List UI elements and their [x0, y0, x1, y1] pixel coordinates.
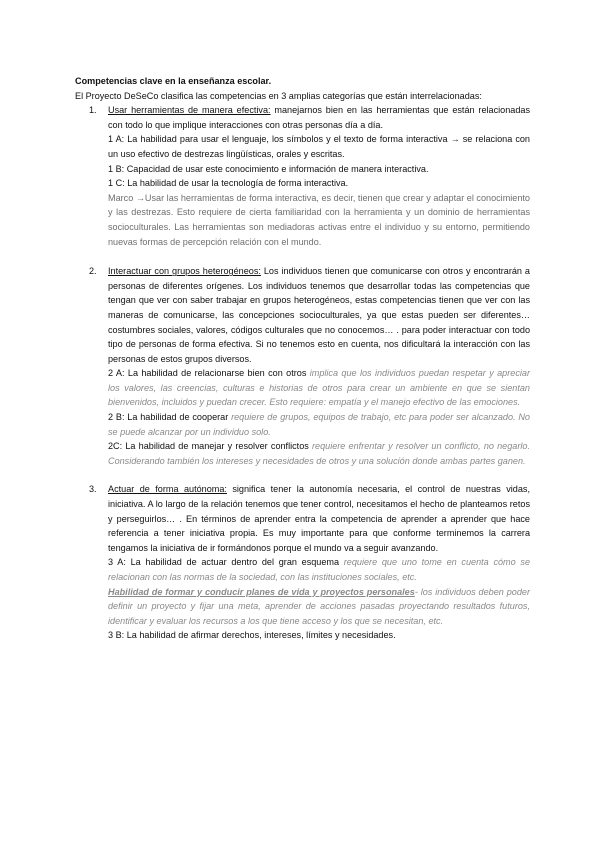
document-title: Competencias clave en la enseñanza escolar. [75, 76, 272, 86]
item-heading: Usar herramientas de manera efectiva: [108, 105, 271, 116]
sub-item-1b: 1 B: Capacidad de usar este conocimiento e información de manera interactiva. [108, 163, 429, 174]
item-heading: Interactuar con grupos heterogéneos: [108, 266, 261, 277]
sub-item-text: requiere que uno tome en cuenta cómo se relacionan con las normas de la sociedad, con las instituciones sociales, etc. [108, 557, 530, 582]
list-item-2 [75, 264, 530, 468]
sub-item-label: 3 A: La habilidad de actuar dentro del gran esquema [108, 557, 344, 568]
sub-item-label: 2 A: La habilidad de relacionarse bien con otros [108, 368, 310, 379]
sub-item-text: requiere enfrentar y resolver un conflicto, no negarlo. Considerando también los intereses y necesidades de otros y una solución donde ambas partes ganen. [108, 441, 530, 466]
sub-item-1a: 1 A: La habilidad para usar el lenguaje, los símbolos y el texto de forma interactiva → se relaciona con un uso efectivo de destrezas lingüísticas, orales y escritas. [108, 134, 530, 159]
sub-item-2a [108, 366, 530, 410]
spacer [75, 249, 530, 264]
item-body: Los individuos tienen que comunicarse con otros y encontrarán a personas de diferentes orígenes. Los individuos tenemos que desarrollar todas las competencias que tengan que ver con saber trabajar en grupos heterogéneos, estas competencias tienen que ver con las maneras de comunicarse, las concepciones socioculturales, ya que estas pueden ser diferentes… costumbres sociales, valores, códigos culturales que no conocemos… . para poder interactuar con todo tipo de personas de forma efectiva. Si no tenemos esto en cuenta, nos dificultará la interacción con las personas de estos grupos diversos. [108, 266, 530, 364]
item-number: 3. [89, 484, 97, 495]
sub-item-3a [108, 555, 530, 584]
sub-item-label: 2C: La habilidad de manejar y resolver conflictos [108, 441, 312, 452]
sub-item-text: - los individuos deben poder definir un proyecto y fijar una meta, aprender de acciones pasadas proyectando resultados futuros, identificar y evaluar los recursos a los que tiene acceso y los que se necesitan, etc. [108, 586, 530, 626]
sub-item-3b: 3 B: La habilidad de afirmar derechos, intereses, límites y necesidades. [108, 630, 396, 641]
sub-item-label: 2 B: La habilidad de cooperar [108, 412, 232, 423]
list-item-1 [75, 103, 530, 249]
sub-item-label: Habilidad de formar y conducir planes de vida y proyectos personales [108, 586, 415, 597]
item-paragraph [108, 482, 530, 555]
document-page [75, 74, 530, 643]
item-paragraph [108, 264, 530, 366]
intro-paragraph: El Proyecto DeSeCo clasifica las competencias en 3 amplias categorías que están interrelacionadas: [75, 90, 482, 101]
item-heading: Actuar de forma autónoma: [108, 484, 227, 495]
sub-item-text: implica que los individuos puedan respetar y apreciar los valores, las creencias, culturas e historias de otros para crear un ambiente en que se sientan bienvenidos, incluidos y puedan crecer. Esto requiere: empatía y el manejo efectivo de las emociones. [108, 368, 530, 408]
item-body: manejarnos bien en las herramientas que están relacionadas con todo lo que implique interacciones con otras personas día a día. [108, 105, 530, 130]
marco-paragraph: Marco →Usar las herramientas de forma interactiva, es decir, tienen que crear y adaptar el conocimiento y las destrezas. Esto requiere de cierta familiaridad con la herramienta y un dominio de herramientas socioculturales. Las herramientas son mediadoras activas entre el individuo y su entorno, permitiendo nuevas formas de percepción relación con el mundo. [108, 192, 530, 247]
item-paragraph [108, 103, 530, 132]
item-body: significa tener la autonomía necesaria, el control de nuestras vidas, iniciativa. A lo largo de la relación tenemos que tener control, necesitamos el hecho de planteamos retos y perseguirlos… . En términos de aprender entra la competencia de aprender a aprender que hace referencia a tener iniciativa propia. Es muy importante para que conforme terminemos la carrera tengamos la iniciativa de ir formándonos porque el mundo va a seguir avanzando. [108, 484, 530, 553]
sub-item-1c: 1 C: La habilidad de usar la tecnología de forma interactiva. [108, 178, 349, 189]
sub-item-2c [108, 439, 530, 468]
sub-item-2b [108, 410, 530, 439]
item-number: 2. [89, 266, 97, 277]
sub-item-plan [108, 585, 530, 629]
item-number: 1. [89, 105, 97, 116]
sub-item-text: requiere de grupos, equipos de trabajo, etc para poder ser alcanzado. No se puede alcanzar por un individuo solo. [108, 412, 530, 437]
list-item-3 [75, 482, 530, 643]
spacer [75, 468, 530, 482]
